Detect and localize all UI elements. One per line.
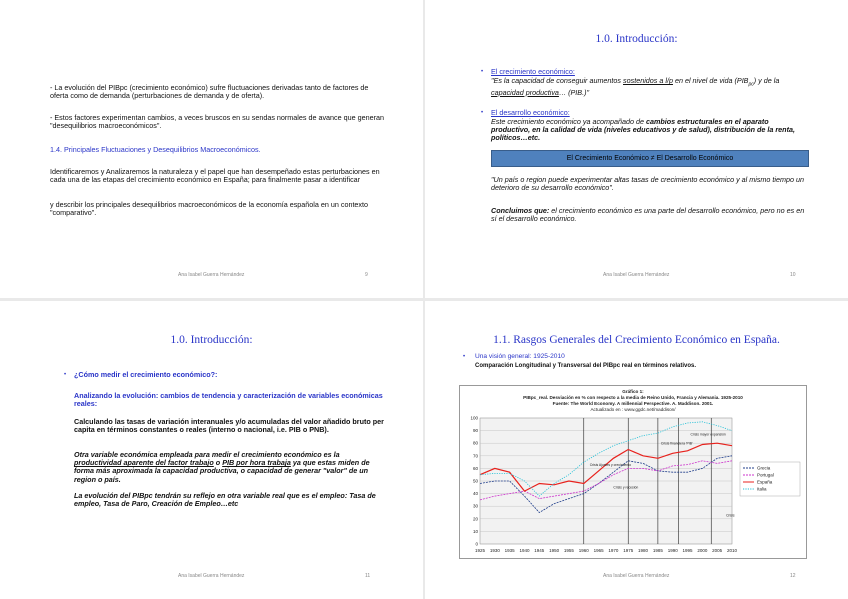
x-tick-label: 1955 (563, 548, 574, 553)
x-tick-label: 2010 (726, 548, 738, 553)
y-tick-label: 60 (472, 465, 478, 471)
ap2-d: PIB por hora trabaja (222, 458, 291, 468)
def-text-b: sostenidos a l/p (623, 76, 673, 85)
page-number: 10 (790, 272, 796, 278)
y-tick-label: 90 (472, 428, 478, 434)
paragraph-4: y describir los principales desequilibrios macroeconómicos de la economía española en un contexto "comparativo". (50, 200, 369, 218)
dev-text-b: cambios estructurales en el aparato productivo, en la calidad de vida (niveles educativos y de salud), distribución de la renta, políticos…etc. (491, 117, 795, 143)
chart-annotation: Crisis financiera 'PIB' (660, 441, 693, 446)
footer-author: Ana Isabel Guerra Hernández (178, 272, 245, 278)
x-tick-label: 2005 (712, 548, 723, 553)
ap2-a: Otra variable económica empleada para medir el crecimiento económico es la (74, 450, 340, 459)
def-text-d: ) y de la (753, 76, 780, 85)
slide-title: 1.1. Rasgos Generales del Crecimiento Económico en España. (493, 334, 780, 346)
bullet-heading-growth: El crecimiento económico: (491, 67, 575, 76)
y-tick-label: 10 (472, 528, 478, 534)
slide-11 (0, 301, 423, 599)
def-text-f: … (PIB.)" (558, 87, 590, 97)
ap2-e: ya que estas miden de forma más aproximada la capacidad productiva, o capacidad de generar "valor" de un region o país. (74, 458, 370, 484)
x-tick-label: 1935 (504, 548, 515, 553)
chart-subtitle-2: Fuente: The World Economy. A millennial Perspective. A. Maddison. 2001. (552, 401, 714, 406)
legend-label: Italia (757, 486, 767, 492)
chart-title: Gráfico 1: (622, 389, 644, 394)
y-tick-label: 70 (472, 453, 478, 459)
chart-annotation: Crisis mayor expansión (690, 432, 726, 437)
slide-9 (0, 0, 423, 298)
x-tick-label: 1940 (519, 548, 530, 553)
legend-label: España (757, 479, 773, 485)
conclusion-head: Concluimos que: (491, 206, 550, 215)
y-tick-label: 100 (470, 415, 478, 421)
x-tick-label: 1945 (534, 548, 545, 553)
dev-text-a: Este crecimiento económico ya acompañado de (491, 117, 647, 126)
chart-subtitle-1: PIBpc_real. Desviación en % con respecto a la media de Reino Unido, Francia y Alemania. 1925-2010 (523, 395, 743, 400)
page-number: 9 (365, 272, 368, 278)
page-number: 11 (365, 573, 371, 579)
def-text-e: capacidad productiva (491, 87, 559, 97)
chart-frame (459, 385, 807, 559)
development-definition (491, 118, 809, 143)
x-tick-label: 1930 (489, 548, 500, 553)
chart-annotation: Crisis (726, 513, 735, 518)
comparison-subtitle: Comparación Longitudinal y Transversal del PIBpc real en términos relativos. (475, 363, 697, 369)
page-number: 12 (790, 573, 796, 579)
x-tick-label: 1990 (667, 548, 678, 553)
x-tick-label: 1960 (578, 548, 589, 553)
analysis-point-1: Calculando las tasas de variación interanuales y/o acumuladas del valor añadido bruto per capita en términos constantes o reales (interno o nacional, i.e. PIB o PNB). (74, 417, 384, 435)
footer-author: Ana Isabel Guerra Hernández (603, 573, 670, 579)
chart-annotation: Crisis y recesión (613, 485, 639, 490)
def-text-c: en el nivel de vida (PIB (672, 76, 749, 85)
question-heading: ¿Cómo medir el crecimiento económico?: (74, 370, 218, 379)
bullet-icon: • (481, 110, 484, 116)
analysis-point-2 (74, 451, 386, 484)
y-tick-label: 40 (472, 491, 478, 497)
slide-12 (425, 301, 848, 599)
paragraph-1: - La evolución del PIBpc (crecimiento económico) sufre fluctuaciones derivadas tanto de factores de oferta como de demanda (perturbaciones de demanda y de oferta). (50, 83, 369, 101)
x-tick-label: 1980 (638, 548, 649, 553)
bullet-icon: • (64, 372, 67, 378)
section-heading: 1.4. Principales Fluctuaciones y Desequilibrios Macroeconómicos. (50, 145, 261, 154)
paragraph-2: - Estos factores experimentan cambios, a veces bruscos en su sendas normales de avance que generan "desequilibrios macroeconómicos". (50, 113, 385, 131)
def-sub: pc (748, 81, 754, 88)
x-tick-label: 1985 (652, 548, 663, 553)
bullet-heading-development: El desarrollo económico: (491, 108, 570, 117)
conclusion-body: el crecimiento económico es una parte del desarrollo económico, pero no es en sí el desarrollo económico. (491, 206, 805, 224)
analysis-point-3: La evolución del PIBpc tendrán su reflejo en otra variable real que es el empleo: Tasa de empleo, Tasa de Paro, Creación de Empleo…etc (74, 491, 376, 509)
x-tick-label: 1970 (608, 548, 619, 553)
chart-annotation: Crisis Ajustes y crecimiento (589, 462, 631, 467)
ap2-b: productividad aparente del factor trabajo (74, 458, 214, 468)
growth-definition (491, 77, 809, 97)
chart-subtitle-3: Actualizado en : www.ggdc.net/maddison/ (590, 407, 676, 412)
y-tick-label: 50 (472, 478, 478, 484)
y-tick-label: 30 (472, 503, 478, 509)
footer-author: Ana Isabel Guerra Hernández (603, 272, 670, 278)
bullet-icon: • (481, 69, 484, 75)
slide-title: 1.0. Introducción: (170, 334, 253, 346)
y-tick-label: 80 (472, 440, 478, 446)
conclusion-paragraph (491, 207, 809, 223)
footer-author: Ana Isabel Guerra Hernández (178, 573, 245, 579)
x-tick-label: 1925 (474, 548, 486, 553)
analysis-heading: Analizando la evolución: cambios de tendencia y caracterización de variables económicas reales: (74, 391, 383, 409)
y-tick-label: 20 (472, 516, 478, 522)
def-text-a: "Es la capacidad de conseguir aumentos (491, 76, 624, 85)
legend-label: Portugal (757, 472, 774, 478)
overview-bullet: Una visión general: 1925-2010 (475, 353, 565, 360)
line-chart (460, 386, 806, 558)
legend-label: Grecia (757, 465, 771, 471)
x-tick-label: 2000 (697, 548, 708, 553)
quote-paragraph: "Un país o region puede experimentar altas tasas de crecimiento económico y al mismo tiempo un deterioro de su desarrollo económico". (491, 175, 804, 193)
x-tick-label: 1965 (593, 548, 604, 553)
bullet-icon: • (463, 354, 466, 360)
y-tick-label: 0 (475, 541, 478, 547)
inequality-box: El Crecimiento Económico ≠ El Desarrollo Económico (491, 150, 809, 167)
ap2-c: o (213, 458, 223, 468)
x-tick-label: 1975 (623, 548, 634, 553)
slide-title: 1.0. Introducción: (595, 33, 678, 45)
x-tick-label: 1995 (682, 548, 693, 553)
paragraph-3: Identificaremos y Analizaremos la naturaleza y el papel que han desempeñado estas perturbaciones en cada una de las etapas del crecimiento económico en España; para finalmente pasar a identificar (50, 167, 380, 185)
slide-10 (425, 0, 848, 298)
x-tick-label: 1950 (549, 548, 560, 553)
